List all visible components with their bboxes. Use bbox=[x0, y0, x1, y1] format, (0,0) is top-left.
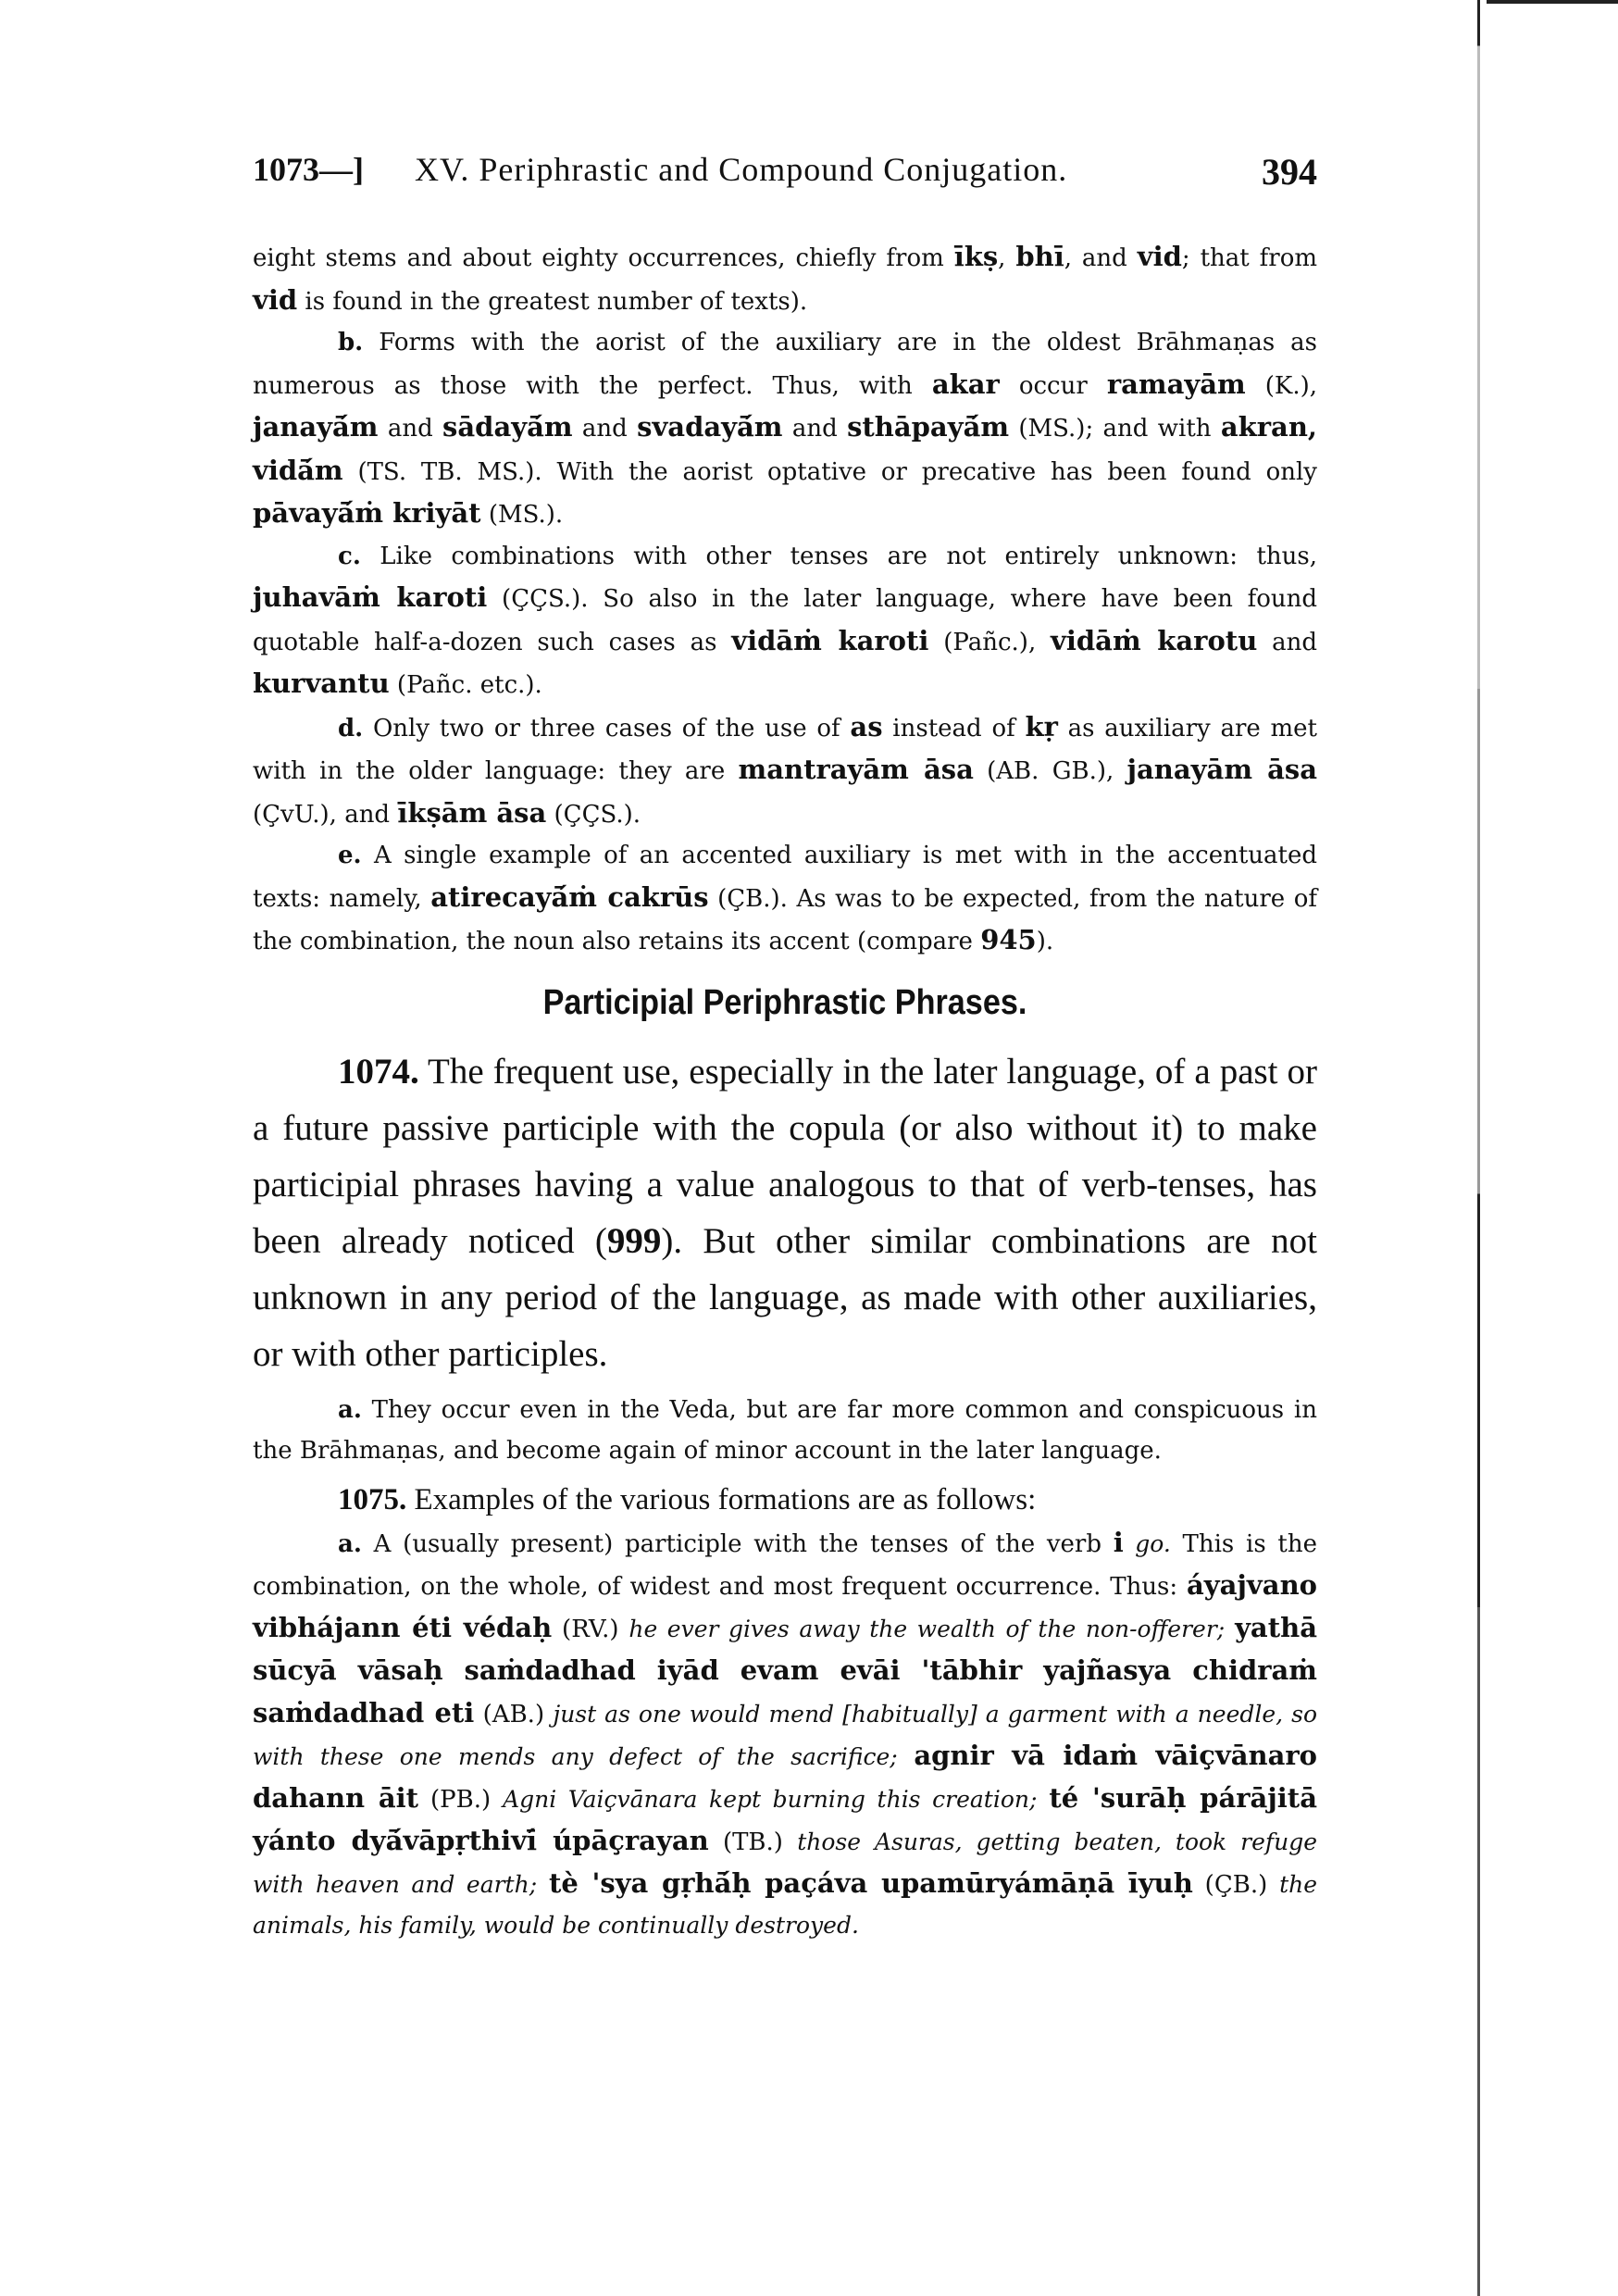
paragraph-1075: 1075. Examples of the various formations are as follows: bbox=[338, 1482, 1037, 1516]
section-range: 1073—] bbox=[253, 151, 364, 188]
paragraph-1075a: a. A (usually present) participle with the tenses of the verb i go. This is the combination, on the whole, of widest and most frequent occurrence. Thus: áyajvano vibhájann éti védaḥ (RV.) he ever gives away the wealth of the non-offerer; yathā sūcyā vāsaḥ saṁdadhad iyād evam evāi 'tābhir yajñasya chidraṁ saṁdadhad eti (AB.) just as one would mend [habitually] a garment with a needle, so with these one mends any defect of the sacrifice; agnir vā idaṁ vāiçvānaro dahann āit (PB.) Agni Vaiçvānara kept burning this creation; té 'surāḥ párājitā yánto dyā́vāpṛthivī́ úpāçrayan (TB.) those Asuras, getting beaten, took refuge with heaven and earth; tè 'sya gṛhā́ḥ paçáva upamūryámāṇā īyuḥ (ÇB.) the animals, his family, would be continually destroyed. bbox=[253, 1526, 1318, 1939]
paragraph-d: d. Only two or three cases of the use of as instead of kṛ as auxiliary are met with in the older language: they are mantrayām āsa (AB. GB.), janayām āsa (ÇvU.), and īkṣām āsa (ÇÇS.). bbox=[253, 710, 1318, 829]
paragraph-1074: 1074. The frequent use, especially in the later language, of a past or a future passive participle with the copula (or also without it) to make participial phrases having a value analogous to that of verb-tenses, has been already noticed (999). But other similar combinations are not unknown in any period of the language, as made with other auxiliaries, or with other participles. bbox=[253, 1051, 1318, 1374]
page-body bbox=[253, 236, 1317, 1946]
page-number: 394 bbox=[1262, 151, 1317, 193]
page-edge-shadow bbox=[1477, 0, 1480, 2296]
paragraph-intro: eight stems and about eighty occurrences, chiefly from īkṣ, bhī, and vid; that from vid is found in the greatest number of texts). bbox=[253, 241, 1318, 316]
section-heading: Participial Periphrastic Phrases. bbox=[542, 982, 1027, 1022]
running-header bbox=[253, 150, 1317, 196]
page-edge-top bbox=[1487, 0, 1618, 4]
chapter-title: XV. Periphrastic and Compound Conjugation. bbox=[415, 151, 1068, 188]
paragraph-b: b. Forms with the aorist of the auxiliary are in the oldest Brāhmaṇas as numerous as those with the perfect. Thus, with akar occur ramayām (K.), janayā́m and sādayā́m and svadayā́m and sthāpayā́m (MS.); and with akran, vidā́m (TS. TB. MS.). With the aorist optative or precative has been found only pāvayā́ṁ kriyāt (MS.). bbox=[253, 329, 1318, 529]
paragraph-e: e. A single example of an accented auxiliary is met with in the accentuated texts: namely, atirecayā́ṁ cakrūs (ÇB.). As was to be expected, from the nature of the combination, the noun also retains its accent (compare 945). bbox=[253, 842, 1317, 955]
paragraph-c: c. Like combinations with other tenses are not entirely unknown: thus, juhavāṁ karoti (ÇÇS.). So also in the later language, where have been found quotable half-a-dozen such cases as vidāṁ karoti (Pañc.), vidāṁ karotu and kurvantu (Pañc. etc.). bbox=[253, 542, 1318, 699]
paragraph-1074a: a. They occur even in the Veda, but are far more common and conspicuous in the Brāhmaṇas, and become again of minor account in the later language. bbox=[253, 1395, 1317, 1465]
